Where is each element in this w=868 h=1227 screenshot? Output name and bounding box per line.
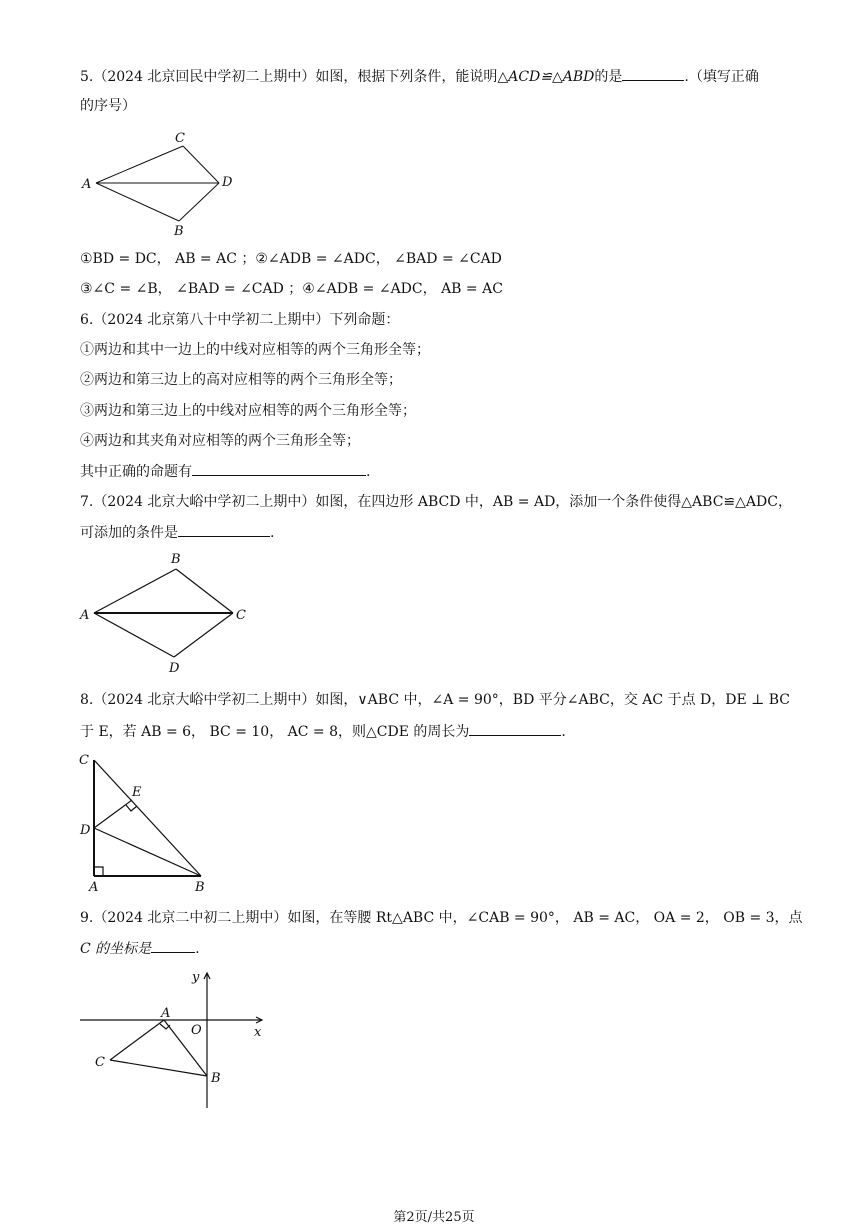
q5-stem-math: △ACD≌△ABD <box>497 69 595 85</box>
q5-stem-c: .（填写正确 <box>684 69 759 85</box>
q5-options-1: ①BD = DC， AB = AC ；②∠ADB = ∠ADC， ∠BAD = ∠CAD <box>80 251 502 267</box>
q8-label-e: E <box>132 785 142 800</box>
q6-item-1: ①两边和其中一边上的中线对应相等的两个三角形全等； <box>80 342 430 358</box>
q5-label-b: B <box>174 224 184 239</box>
page-footer: 第2页/共25页 <box>393 1210 475 1225</box>
q9-label-a: A <box>161 1006 171 1021</box>
q8-label-b: B <box>195 880 205 895</box>
q8-label-a: A <box>89 880 99 895</box>
q7-label-c: C <box>236 608 246 623</box>
q9-label-c: C <box>95 1055 105 1070</box>
q5-stem-a: 5.（2024 北京回民中学初二上期中）如图，根据下列条件，能说明 <box>80 69 498 85</box>
q6-ask-line: 其中正确的命题有 . <box>80 461 370 482</box>
q5-label-c: C <box>175 131 185 146</box>
q7-stem-line2: 可添加的条件是 . <box>80 522 274 543</box>
q5-label-d: D <box>222 175 233 190</box>
q9-stem-line1: 9.（2024 北京二中初二上期中）如图，在等腰 Rt△ABC 中，∠CAB = 90°， AB = AC， OA = 2， OB = 3，点 <box>80 910 803 926</box>
q6-ask: 其中正确的命题有 <box>80 464 192 480</box>
q9-label-y: y <box>192 970 200 985</box>
q8-label-d: D <box>80 823 91 838</box>
q8-label-c: C <box>79 753 89 768</box>
q5-stem-b: 的是 <box>594 69 623 85</box>
q7-label-d: D <box>169 661 180 676</box>
q7-label-a: A <box>80 608 90 623</box>
q9-label-b: B <box>211 1071 221 1086</box>
q9-stem-b: C 的坐标是 <box>80 941 152 957</box>
q8-stem-b: 于 E，若 AB = 6， BC = 10， AC = 8，则△CDE 的周长为 <box>80 724 470 740</box>
q9-label-x: x <box>254 1025 262 1040</box>
q8-stem-line2: 于 E，若 AB = 6， BC = 10， AC = 8，则△CDE 的周长为 . <box>80 721 566 742</box>
q8-stem-line1: 8.（2024 北京大峪中学初二上期中）如图，∨ABC 中，∠A = 90°，BD 平分∠ABC，交 AC 于点 D，DE ⊥ BC <box>80 692 791 708</box>
q9-label-o: O <box>191 1023 202 1038</box>
q5-stem-d: 的序号） <box>80 98 136 114</box>
q6-item-2: ②两边和第三边上的高对应相等的两个三角形全等； <box>80 372 402 388</box>
q5-label-a: A <box>82 177 92 192</box>
q7-label-b: B <box>171 552 181 567</box>
q6-item-3: ③两边和第三边上的中线对应相等的两个三角形全等； <box>80 403 416 419</box>
q7-stem-line1: 7.（2024 北京大峪中学初二上期中）如图，在四边形 ABCD 中，AB = AD，添加一个条件使得△ABC≌△ADC， <box>80 494 792 510</box>
q5-options-2: ③∠C = ∠B， ∠BAD = ∠CAD ；④∠ADB = ∠ADC， AB = AC <box>80 281 503 297</box>
q7-stem-b: 可添加的条件是 <box>80 525 178 541</box>
q6-item-4: ④两边和其夹角对应相等的两个三角形全等； <box>80 433 360 449</box>
q6-stem: 6.（2024 北京第八十中学初二上期中）下列命题： <box>80 312 400 328</box>
q9-stem-line2: C 的坐标是 . <box>80 938 200 959</box>
